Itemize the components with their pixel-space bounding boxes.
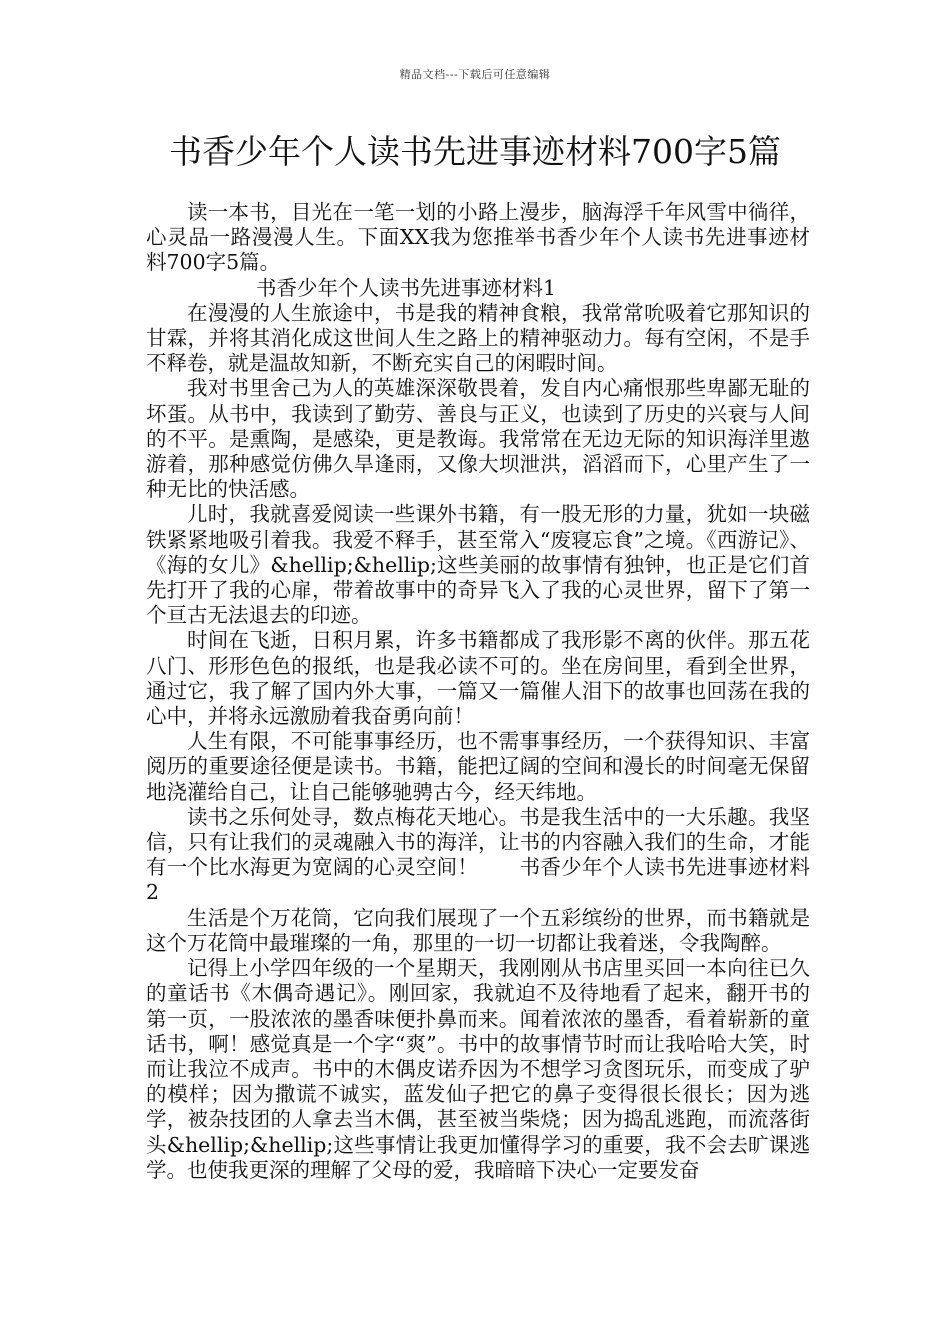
paragraph: 在漫漫的人生旅途中，书是我的精神食粮，我常常吮吸着它那知识的甘霖，并将其消化成这世间人生之路上的精神驱动力。每有空闲，不是手不释卷，就是温故知新，不断充实自己的闲暇时间。 — [146, 300, 810, 376]
document-body — [146, 200, 810, 1183]
paragraph: 记得上小学四年级的一个星期天，我刚刚从书店里买回一本向往已久的童话书《木偶奇遇记》。刚回家，我就迫不及待地看了起来，翻开书的第一页，一股浓浓的墨香味便扑鼻而来。闻着浓浓的墨香，看着崭新的童话书，啊！感觉真是一个字“爽”。书中的故事情节时而让我哈哈大笑，时而让我泣不成声。书中的木偶皮诺乔因为不想学习贪图玩乐，而变成了驴的模样；因为撒谎不诚实，蓝发仙子把它的鼻子变得很长很长；因为逃学，被杂技团的人拿去当木偶，甚至被当柴烧；因为捣乱逃跑，而流落街头&hellip;&hellip;这些事情让我更加懂得学习的重要，我不会去旷课逃学。也使我更深的理解了父母的爱，我暗暗下决心一定要发奋 — [146, 956, 810, 1182]
paragraph: 人生有限，不可能事事经历，也不需事事经历，一个获得知识、丰富阅历的重要途径便是读书。书籍，能把辽阔的空间和漫长的时间毫无保留地浇灌给自己，让自己能够驰骋古今，经天纬地。 — [146, 729, 810, 804]
paragraph: 读书之乐何处寻，数点梅花天地心。书是我生活中的一大乐趣。我坚信，只有让我们的灵魂融入书的海洋，让书的内容融入我们的生命，才能有一个比水海更为宽阔的心灵空间！ 书香少年个人读书先进事迹材料2 — [146, 804, 810, 905]
intro-paragraph: 读一本书，目光在一笔一划的小路上漫步，脑海浮千年风雪中徜徉，心灵品一路漫漫人生。下面XX我为您推举书香少年个人读书先进事迹材料700字5篇。 — [146, 200, 810, 275]
paragraph: 我对书里舍己为人的英雄深深敬畏着，发自内心痛恨那些卑鄙无耻的坏蛋。从书中，我读到了勤劳、善良与正义，也读到了历史的兴衰与人间的不平。是熏陶，是感染，更是教诲。我常常在无边无际的知识海洋里遨游着，那种感觉仿佛久旱逢雨，又像大坝泄洪，滔滔而下，心里产生了一种无比的快活感。 — [146, 376, 810, 502]
paragraph: 儿时，我就喜爱阅读一些课外书籍，有一股无形的力量，犹如一块磁铁紧紧地吸引着我。我爱不释手，甚至常入“废寝忘食”之境。《西游记》、《海的女儿》&hellip;&hellip;这些美丽的故事情有独钟，也正是它们首先打开了我的心扉，带着故事中的奇异飞入了我的心灵世界，留下了第一个亘古无法退去的印迹。 — [146, 502, 810, 628]
section-heading-1: 书香少年个人读书先进事迹材料1 — [256, 275, 557, 300]
document-title: 书香少年个人读书先进事迹材料700字5篇 — [169, 132, 781, 171]
paragraph: 生活是个万花筒，它向我们展现了一个五彩缤纷的世界，而书籍就是这个万花筒中最璀璨的一角，那里的一切一切都让我着迷，令我陶醉。 — [146, 905, 810, 955]
paragraph: 时间在飞逝，日积月累，许多书籍都成了我形影不离的伙伴。那五花八门、形形色色的报纸，也是我必读不可的。坐在房间里，看到全世界，通过它，我了解了国内外大事，一篇又一篇催人泪下的故事也回荡在我的心中，并将永远激励着我奋勇向前！ — [146, 628, 810, 729]
page-header-note: 精品文档---下载后可任意编辑 — [399, 68, 551, 81]
